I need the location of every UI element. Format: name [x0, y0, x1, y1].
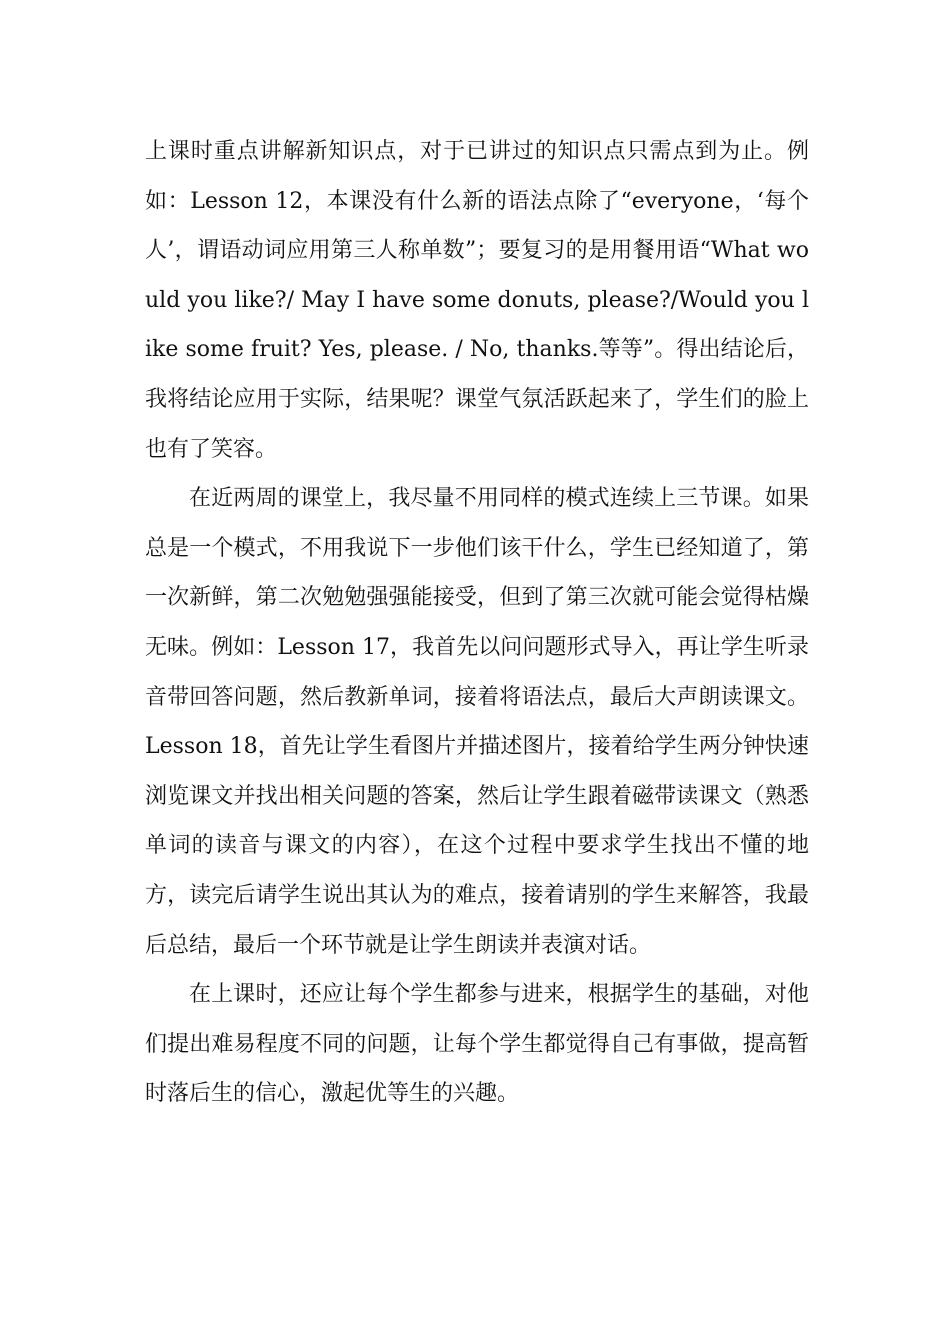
- document-body: [145, 127, 809, 1119]
- paragraph-1: 上课时重点讲解新知识点，对于已讲过的知识点只需点到为止。例如：Lesson 12，本课没有什么新的语法点除了“everyone，‘每个人’，谓语动词应用第三人称单数”；要复习的是用餐用语“What would you like?/ May I have some donuts, please?/Would you like some fruit? Yes, please. / No, thanks.等等”。得出结论后，我将结论应用于实际，结果呢？课堂气氛活跃起来了，学生们的脸上也有了笑容。: [145, 139, 809, 462]
- paragraph-2: 在近两周的课堂上，我尽量不用同样的模式连续上三节课。如果总是一个模式，不用我说下一步他们该干什么，学生已经知道了，第一次新鲜，第二次勉勉强强能接受，但到了第三次就可能会觉得枯燥无味。例如：Lesson 17，我首先以问问题形式导入，再让学生听录音带回答问题，然后教新单词，接着将语法点，最后大声朗读课文。Lesson 18，首先让学生看图片并描述图片，接着给学生两分钟快速浏览课文并找出相关问题的答案，然后让学生跟着磁带读课文（熟悉单词的读音与课文的内容），在这个过程中要求学生找出不懂的地方，读完后请学生说出其认为的难点，接着请别的学生来解答，我最后总结，最后一个环节就是让学生朗读并表演对话。: [145, 486, 809, 958]
- paragraph-3: 在上课时，还应让每个学生都参与进来，根据学生的基础，对他们提出难易程度不同的问题，让每个学生都觉得自己有事做，提高暂时落后生的信心，激起优等生的兴趣。: [145, 982, 809, 1107]
